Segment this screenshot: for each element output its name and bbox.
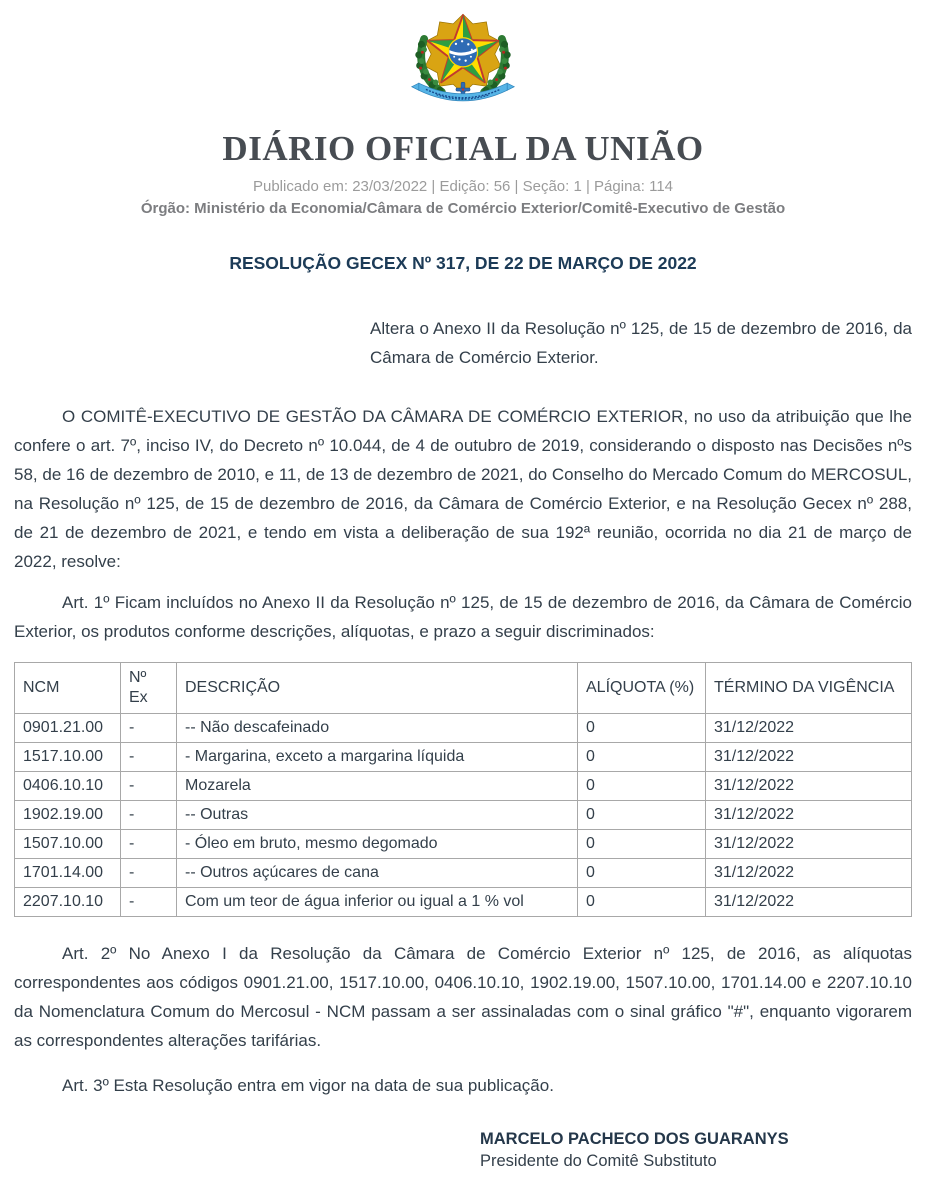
cell-termino: 31/12/2022 xyxy=(706,830,912,859)
products-table-header xyxy=(15,663,912,714)
resolution-summary: Altera o Anexo II da Resolução nº 125, de 15 de dezembro de 2016, da Câmara de Comércio Exterior. xyxy=(370,319,912,367)
publication-meta: Publicado em: 23/03/2022 | Edição: 56 | Seção: 1 | Página: 114 xyxy=(252,178,674,195)
table-row xyxy=(15,801,912,830)
preamble-paragraph: O COMITÊ-EXECUTIVO DE GESTÃO DA CÂMARA DE COMÉRCIO EXTERIOR, no uso da atribuição que lhe confere o art. 7º, inciso IV, do Decreto nº 10.044, de 4 de outubro de 2019, considerando o disposto nas Decisões nºs 58, de 16 de dezembro de 2010, e 11, de 13 de dezembro de 2021, do Conselho do Mercado Comum do MERCOSUL, na Resolução nº 125, de 15 de dezembro de 2016, da Câmara de Comércio Exterior, e na Resolução Gecex nº 288, de 21 de dezembro de 2021, e tendo em vista a deliberação de sua 192ª reunião, ocorrida no dia 21 de março de 2022, resolve: xyxy=(14,407,912,571)
table-row xyxy=(15,888,912,917)
table-row xyxy=(15,714,912,743)
table-row xyxy=(15,772,912,801)
signer-role: Presidente do Comitê Substituto xyxy=(480,1152,717,1170)
cell-ex: - xyxy=(121,830,177,859)
cell-ex: - xyxy=(121,888,177,917)
resolution-body xyxy=(14,253,912,1171)
article-3-paragraph: Art. 3º Esta Resolução entra em vigor na data de sua publicação. xyxy=(62,1076,554,1095)
table-row xyxy=(15,830,912,859)
products-table xyxy=(14,662,912,917)
cell-descricao: - Óleo em bruto, mesmo degomado xyxy=(177,830,578,859)
cell-aliquota: 0 xyxy=(578,888,706,917)
cell-descricao: Mozarela xyxy=(177,772,578,801)
cell-descricao: -- Outras xyxy=(177,801,578,830)
col-header-descricao: DESCRIÇÃO xyxy=(177,663,578,714)
cell-termino: 31/12/2022 xyxy=(706,888,912,917)
products-table-body xyxy=(15,714,912,917)
cell-ncm: 1507.10.00 xyxy=(15,830,121,859)
cell-aliquota: 0 xyxy=(578,859,706,888)
cell-aliquota: 0 xyxy=(578,743,706,772)
col-header-termino: TÉRMINO DA VIGÊNCIA xyxy=(706,663,912,714)
masthead-title: DIÁRIO OFICIAL DA UNIÃO xyxy=(222,129,704,168)
article-2-paragraph: Art. 2º No Anexo I da Resolução da Câmara de Comércio Exterior nº 125, de 2016, as alíquotas correspondentes aos códigos 0901.21.00, 1517.10.00, 0406.10.10, 1902.19.00, 1507.10.00, 1701.14.00 e 2207.10.10 da Nomenclatura Comum do Mercosul - NCM passam a ser assinaladas com o sinal gráfico "#", enquanto vigorarem as correspondentes alterações tarifárias. xyxy=(14,944,912,1050)
resolution-heading: RESOLUÇÃO GECEX Nº 317, DE 22 DE MARÇO DE 2022 xyxy=(229,253,697,273)
cell-ncm: 1902.19.00 xyxy=(15,801,121,830)
cell-aliquota: 0 xyxy=(578,801,706,830)
cell-descricao: - Margarina, exceto a margarina líquida xyxy=(177,743,578,772)
masthead xyxy=(14,8,912,217)
cell-ex: - xyxy=(121,743,177,772)
signature-block xyxy=(480,1130,912,1171)
cell-aliquota: 0 xyxy=(578,830,706,859)
cell-ncm: 0901.21.00 xyxy=(15,714,121,743)
cell-ncm: 2207.10.10 xyxy=(15,888,121,917)
cell-ex: - xyxy=(121,859,177,888)
col-header-ncm: NCM xyxy=(15,663,121,714)
table-row xyxy=(15,859,912,888)
cell-termino: 31/12/2022 xyxy=(706,743,912,772)
cell-termino: 31/12/2022 xyxy=(706,859,912,888)
cell-aliquota: 0 xyxy=(578,714,706,743)
signer-name: MARCELO PACHECO DOS GUARANYS xyxy=(480,1130,789,1148)
cell-ex: - xyxy=(121,714,177,743)
organ-line: Órgão: Ministério da Economia/Câmara de Comércio Exterior/Comitê-Executivo de Gestão xyxy=(140,200,786,217)
cell-ex: - xyxy=(121,801,177,830)
cell-termino: 31/12/2022 xyxy=(706,772,912,801)
cell-ncm: 1701.14.00 xyxy=(15,859,121,888)
col-header-aliquota: ALÍQUOTA (%) xyxy=(578,663,706,714)
cell-descricao: -- Não descafeinado xyxy=(177,714,578,743)
cell-termino: 31/12/2022 xyxy=(706,801,912,830)
cell-aliquota: 0 xyxy=(578,772,706,801)
table-row xyxy=(15,743,912,772)
col-header-ex: Nº Ex xyxy=(121,663,177,714)
cell-descricao: -- Outros açúcares de cana xyxy=(177,859,578,888)
cell-ncm: 1517.10.00 xyxy=(15,743,121,772)
cell-ncm: 0406.10.10 xyxy=(15,772,121,801)
cell-termino: 31/12/2022 xyxy=(706,714,912,743)
brazil-coat-of-arms-icon xyxy=(14,8,912,116)
cell-ex: - xyxy=(121,772,177,801)
cell-descricao: Com um teor de água inferior ou igual a 1 % vol xyxy=(177,888,578,917)
article-1-paragraph: Art. 1º Ficam incluídos no Anexo II da Resolução nº 125, de 15 de dezembro de 2016, da Câmara de Comércio Exterior, os produtos conforme descrições, alíquotas, e prazo a seguir discriminados: xyxy=(14,593,912,641)
